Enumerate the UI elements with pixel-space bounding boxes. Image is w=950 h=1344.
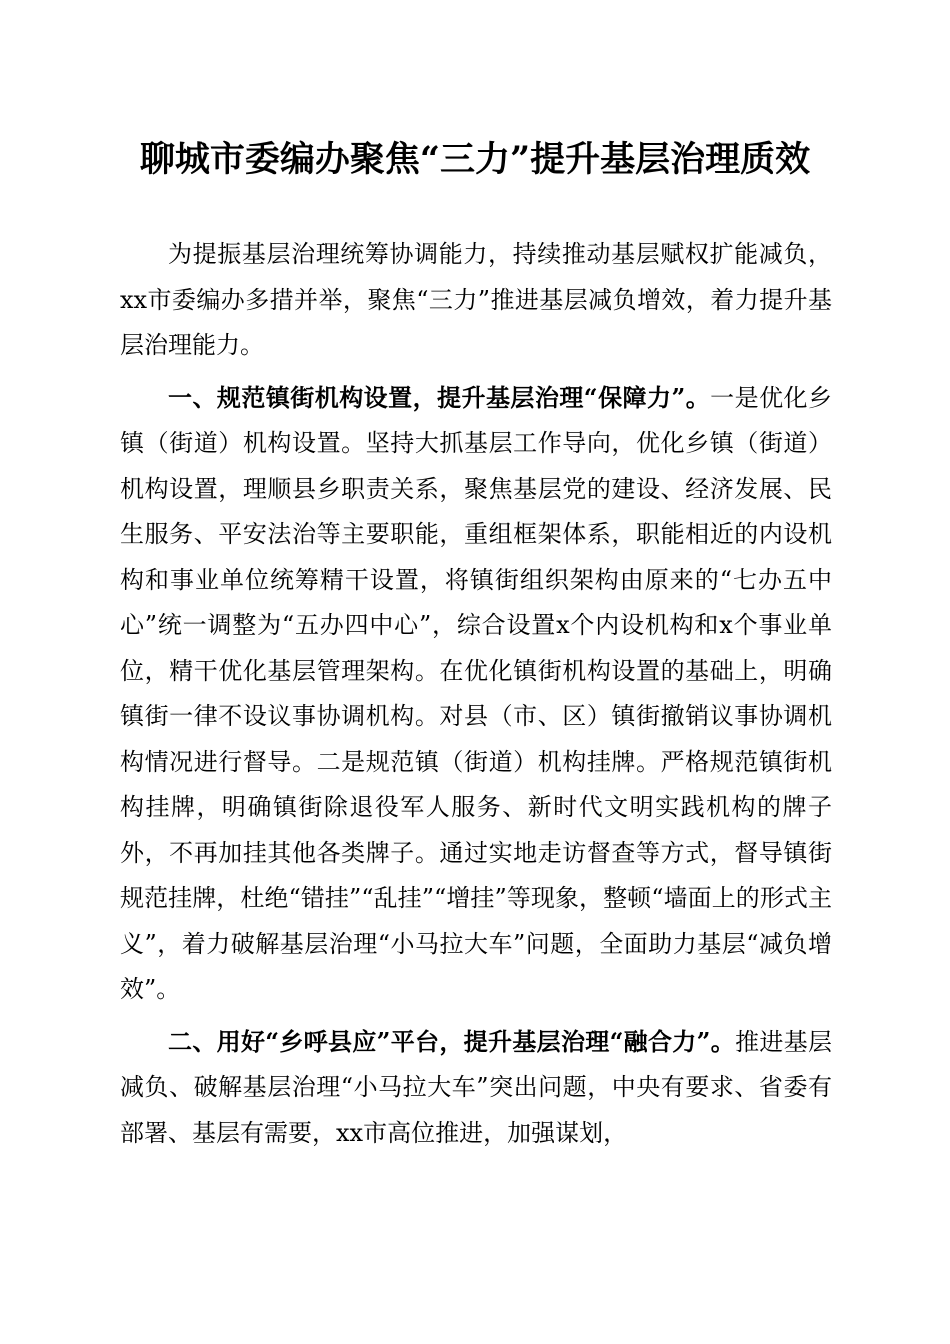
paragraph-text: 一是优化乡镇（街道）机构设置。坚持大抓基层工作导向，优化乡镇（街道）机构设置，理顺县乡职责关系，聚焦基层党的建设、经济发展、民生服务、平安法治等主要职能，重组框架体系，职能相近的内设机构和事业单位统筹精干设置，将镇街组织架构由原来的“七办五中心”统一调整为“五办四中心”，综合设置x个内设机构和x个事业单位，精干优化基层管理架构。在优化镇街机构设置的基础上，明确镇街一律不设议事协调机构。对县（市、区）镇街撤销议事协调机构情况进行督导。二是规范镇（街道）机构挂牌。严格规范镇街机构挂牌，明确镇街除退役军人服务、新时代文明实践机构的牌子外，不再加挂其他各类牌子。通过实地走访督查等方式，督导镇街规范挂牌，杜绝“错挂”“乱挂”“增挂”等现象，整顿“墙面上的形式主义”，着力破解基层治理“小马拉大车”问题，全面助力基层“减负增效”。 (120, 383, 833, 1003)
paragraph-text: 推进基层减负、破解基层治理“小马拉大车”突出问题，中央有要求、省委有部署、基层有需要，xx市高位推进，加强谋划， (120, 1027, 833, 1147)
paragraph-intro (120, 232, 832, 369)
paragraph-text: 为提振基层治理统筹协调能力，持续推动基层赋权扩能减负，xx市委编办多措并举，聚焦“三力”推进基层减负增效，着力提升基层治理能力。 (120, 240, 832, 359)
section-heading: 一、规范镇街机构设置，提升基层治理“保障力”。 (168, 382, 711, 412)
document-body (120, 232, 832, 1162)
document-title: 聊城市委编办聚焦“三力”提升基层治理质效 (139, 139, 811, 180)
paragraph-section-1 (120, 375, 832, 1013)
paragraph-section-2 (120, 1019, 832, 1157)
section-heading: 二、用好“乡呼县应”平台，提升基层治理“融合力”。 (168, 1026, 736, 1056)
